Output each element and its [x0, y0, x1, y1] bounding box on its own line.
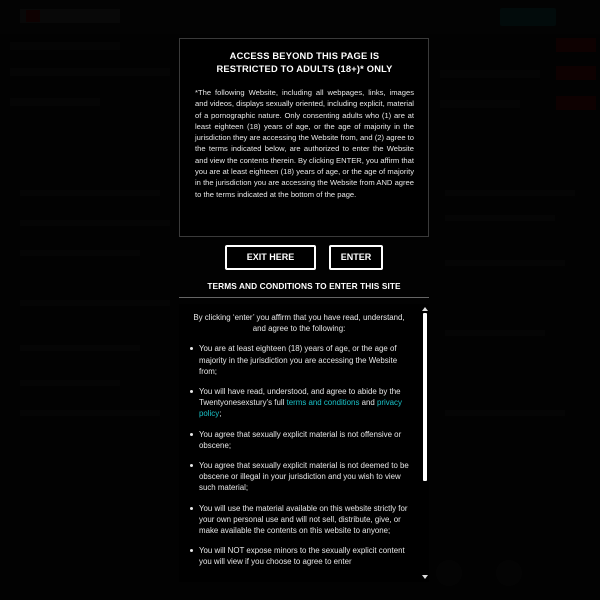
terms-list-item — [179, 343, 415, 377]
terms-item-text: You will NOT expose minors to the sexually explicit content you will view if you choose to agree to enter — [199, 546, 405, 567]
scrollbar-thumb[interactable] — [423, 313, 427, 481]
scroll-up-arrow-icon[interactable] — [422, 307, 428, 311]
warning-title — [195, 50, 414, 76]
terms-list-item — [179, 503, 415, 537]
exit-button[interactable]: EXIT HERE — [225, 245, 316, 270]
bullet-icon — [190, 507, 193, 510]
terms-intro: By clicking ‘enter’ you affirm that you have read, understand, and agree to the following: — [193, 313, 405, 334]
terms-item-text: You agree that sexually explicit material is not offensive or obscene; — [199, 429, 402, 450]
terms-scrollbar[interactable] — [421, 307, 429, 579]
terms-heading: TERMS AND CONDITIONS TO ENTER THIS SITE — [207, 281, 401, 291]
age-warning-box — [179, 38, 429, 237]
terms-item-text: You will have read, understood, and agree to abide by the Twentyonesexstury’s full — [199, 387, 401, 408]
bullet-icon — [190, 464, 193, 467]
terms-list-item — [179, 386, 415, 420]
warning-body: *The following Website, including all webpages, links, images and videos, displays sexually oriented, including explicit, material of a pornographic nature. Only consenting adults who (1) are at least eighteen (18) years of age, or the age of majority in the jurisdiction they are accessing the Website from, and (2) agree to the terms indicated below, are authorized to enter the Website and view the contents therein. By clicking ENTER, you affirm that you are at least eighteen (18) years of age, or the age of majority in the jurisdiction you are accessing the Website from AND agree to the terms indicated at the bottom of the page. — [195, 88, 414, 199]
privacy-policy-link[interactable]: privacy policy — [199, 398, 402, 419]
bullet-icon — [190, 390, 193, 393]
scroll-down-arrow-icon[interactable] — [422, 575, 428, 579]
terms-and-conditions-link[interactable]: terms and conditions — [286, 398, 360, 408]
warning-title-line1: ACCESS BEYOND THIS PAGE IS — [229, 51, 380, 61]
bullet-icon — [190, 433, 193, 436]
terms-item-text: You will use the material available on this website strictly for your own personal use and will not sell, distribute, give, or make available the contents on this website to anyone; — [199, 503, 408, 536]
terms-list-item — [179, 429, 415, 451]
terms-list-item — [179, 545, 415, 567]
terms-list — [179, 343, 415, 567]
bullet-icon — [190, 347, 193, 350]
enter-button[interactable]: ENTER — [329, 245, 383, 270]
warning-title-line2: RESTRICTED TO ADULTS (18+)* ONLY — [216, 64, 393, 74]
terms-item-text: You agree that sexually explicit material is not deemed to be obscene or illegal in your jurisdiction and you wish to view such material; — [199, 461, 409, 493]
bullet-icon — [190, 549, 193, 552]
terms-item-text: You are at least eighteen (18) years of age, or the age of majority in the jurisdiction you are accessing the Website from; — [199, 344, 398, 376]
terms-list-item — [179, 460, 415, 494]
terms-content — [179, 304, 415, 577]
terms-item-text: and — [359, 398, 377, 408]
terms-scroll-area[interactable] — [179, 304, 429, 582]
terms-item-text: ; — [219, 409, 222, 419]
terms-divider — [179, 297, 429, 298]
